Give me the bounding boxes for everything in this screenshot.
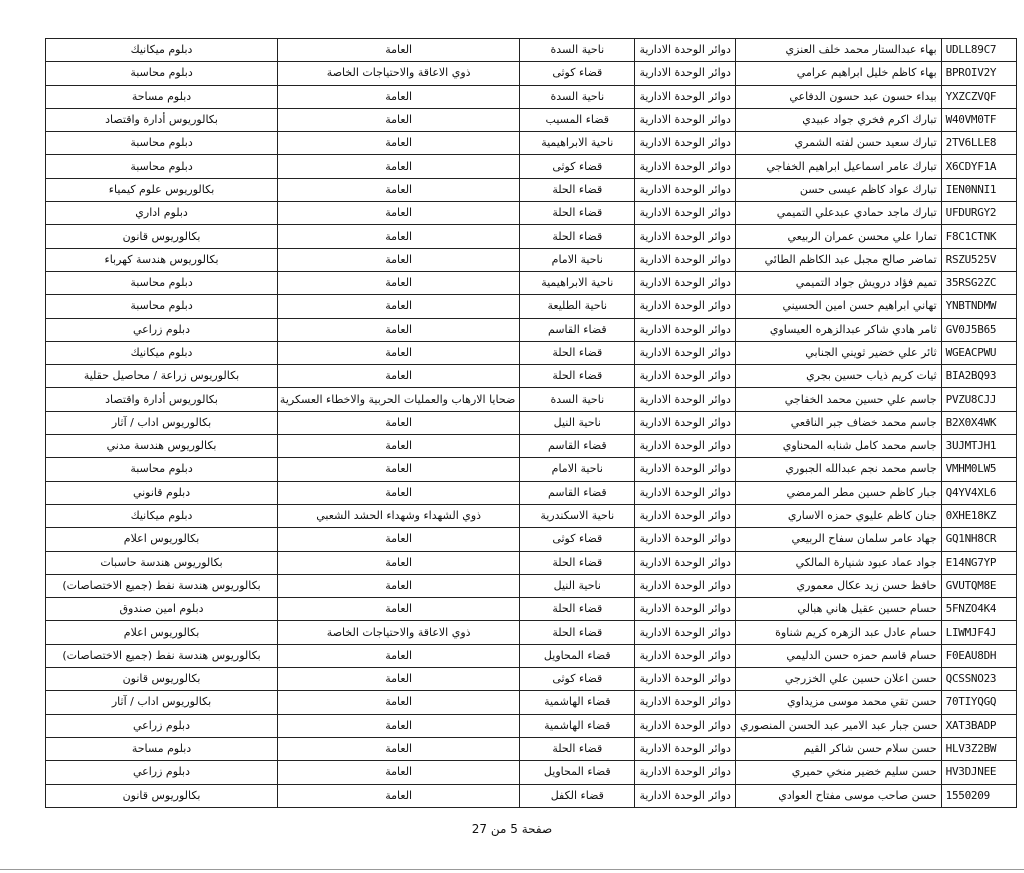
cell-name: جاسم علي حسين محمد الخفاجي [736, 388, 942, 411]
cell-education: دبلوم ميكانيك [46, 341, 278, 364]
cell-category: العامة [278, 737, 520, 760]
cell-area: ناحية السدة [520, 39, 635, 62]
cell-area: قضاء الكفل [520, 784, 635, 807]
cell-code: 35RSG2ZC [941, 271, 1016, 294]
cell-department: دوائر الوحدة الادارية [635, 132, 736, 155]
cell-category: العامة [278, 178, 520, 201]
cell-name: تبارك ماجد حمادي عبدعلي التميمي [736, 202, 942, 225]
cell-area: قضاء الحلة [520, 178, 635, 201]
cell-education: دبلوم مساحة [46, 737, 278, 760]
cell-category: العامة [278, 341, 520, 364]
cell-area: قضاء كوثى [520, 668, 635, 691]
cell-name: تبارك سعيد حسن لفته الشمري [736, 132, 942, 155]
table-row [46, 295, 1017, 318]
cell-area: قضاء الهاشمية [520, 691, 635, 714]
cell-department: دوائر الوحدة الادارية [635, 714, 736, 737]
cell-category: العامة [278, 132, 520, 155]
cell-area: قضاء الحلة [520, 737, 635, 760]
cell-area: قضاء المحاويل [520, 761, 635, 784]
cell-department: دوائر الوحدة الادارية [635, 62, 736, 85]
cell-education: دبلوم امين صندوق [46, 598, 278, 621]
cell-department: دوائر الوحدة الادارية [635, 784, 736, 807]
cell-name: جواد عماد عبود شنيارة المالكي [736, 551, 942, 574]
table-row [46, 574, 1017, 597]
cell-category: العامة [278, 39, 520, 62]
cell-area: ناحية الطليعة [520, 295, 635, 318]
cell-category: ذوي الاعاقة والاحتياجات الخاصة [278, 621, 520, 644]
cell-education: دبلوم محاسبة [46, 155, 278, 178]
cell-department: دوائر الوحدة الادارية [635, 108, 736, 131]
cell-education: دبلوم محاسبة [46, 62, 278, 85]
cell-name: جاسم محمد نجم عبدالله الجبوري [736, 458, 942, 481]
cell-area: ناحية السدة [520, 388, 635, 411]
cell-name: تبارك اكرم فخري جواد عبيدي [736, 108, 942, 131]
cell-education: دبلوم ميكانيك [46, 39, 278, 62]
cell-category: العامة [278, 551, 520, 574]
cell-category: العامة [278, 574, 520, 597]
cell-name: ثائر علي خضير ثويني الجنابي [736, 341, 942, 364]
cell-category: العامة [278, 318, 520, 341]
cell-code: PVZU8CJJ [941, 388, 1016, 411]
cell-category: العامة [278, 598, 520, 621]
table-row [46, 108, 1017, 131]
cell-department: دوائر الوحدة الادارية [635, 761, 736, 784]
cell-name: حسام حسين عقيل هاني هبالي [736, 598, 942, 621]
cell-department: دوائر الوحدة الادارية [635, 388, 736, 411]
cell-name: بهاء عبدالستار محمد خلف العنزي [736, 39, 942, 62]
cell-area: ناحية النيل [520, 574, 635, 597]
cell-code: 2TV6LLE8 [941, 132, 1016, 155]
table-row [46, 528, 1017, 551]
table-row [46, 458, 1017, 481]
cell-code: BIA2BQ93 [941, 365, 1016, 388]
table-row [46, 248, 1017, 271]
cell-education: بكالوريوس هندسة نفط (جميع الاختصاصات) [46, 574, 278, 597]
cell-department: دوائر الوحدة الادارية [635, 39, 736, 62]
table-row [46, 225, 1017, 248]
cell-area: ناحية السدة [520, 85, 635, 108]
table-row [46, 691, 1017, 714]
cell-education: دبلوم محاسبة [46, 295, 278, 318]
table-row [46, 39, 1017, 62]
cell-education: دبلوم قانوني [46, 481, 278, 504]
cell-area: قضاء الحلة [520, 225, 635, 248]
table-row [46, 551, 1017, 574]
cell-area: قضاء الحلة [520, 621, 635, 644]
cell-code: VMHM0LW5 [941, 458, 1016, 481]
cell-code: UDLL89C7 [941, 39, 1016, 62]
cell-code: 5FNZO4K4 [941, 598, 1016, 621]
cell-category: العامة [278, 108, 520, 131]
cell-category: العامة [278, 481, 520, 504]
cell-name: ثامر هادي شاكر عبدالزهره العيساوي [736, 318, 942, 341]
table-row [46, 318, 1017, 341]
cell-code: F0EAU8DH [941, 644, 1016, 667]
cell-area: ناحية الابراهيمية [520, 132, 635, 155]
table-row [46, 435, 1017, 458]
cell-code: E14NG7YP [941, 551, 1016, 574]
cell-category: العامة [278, 528, 520, 551]
cell-department: دوائر الوحدة الادارية [635, 365, 736, 388]
cell-department: دوائر الوحدة الادارية [635, 85, 736, 108]
cell-department: دوائر الوحدة الادارية [635, 411, 736, 434]
cell-code: X6CDYF1A [941, 155, 1016, 178]
cell-category: العامة [278, 784, 520, 807]
cell-name: تهاني ابراهيم حسن امين الحسيني [736, 295, 942, 318]
cell-education: بكالوريوس أدارة واقتصاد [46, 388, 278, 411]
cell-code: YXZCZVQF [941, 85, 1016, 108]
cell-category: العامة [278, 271, 520, 294]
cell-name: حسن جبار عبد الامير عبد الحسن المنصوري [736, 714, 942, 737]
cell-name: جاسم محمد خضاف جبر الناقعي [736, 411, 942, 434]
cell-area: قضاء القاسم [520, 481, 635, 504]
cell-education: دبلوم اداري [46, 202, 278, 225]
table-row [46, 668, 1017, 691]
table-row [46, 481, 1017, 504]
table-row [46, 178, 1017, 201]
cell-area: قضاء كوثى [520, 62, 635, 85]
cell-area: قضاء الحلة [520, 598, 635, 621]
cell-category: العامة [278, 225, 520, 248]
cell-name: حسن تقي محمد موسى مزيداوي [736, 691, 942, 714]
cell-code: HLV3Z2BW [941, 737, 1016, 760]
cell-name: بهاء كاظم خليل ابراهيم عرامي [736, 62, 942, 85]
cell-department: دوائر الوحدة الادارية [635, 318, 736, 341]
cell-name: تمارا علي محسن عمران الربيعي [736, 225, 942, 248]
cell-education: بكالوريوس أدارة واقتصاد [46, 108, 278, 131]
cell-category: العامة [278, 668, 520, 691]
cell-code: LIWMJF4J [941, 621, 1016, 644]
cell-area: قضاء المسيب [520, 108, 635, 131]
table-row [46, 621, 1017, 644]
cell-name: تماضر صالح مجبل عبد الكاظم الطائي [736, 248, 942, 271]
cell-code: 3UJMTJH1 [941, 435, 1016, 458]
cell-department: دوائر الوحدة الادارية [635, 295, 736, 318]
cell-name: ثيات كريم ذياب حسين بجري [736, 365, 942, 388]
cell-department: دوائر الوحدة الادارية [635, 621, 736, 644]
cell-department: دوائر الوحدة الادارية [635, 551, 736, 574]
cell-code: W40VM0TF [941, 108, 1016, 131]
cell-department: دوائر الوحدة الادارية [635, 271, 736, 294]
table-row [46, 598, 1017, 621]
cell-code: GVUTQM8E [941, 574, 1016, 597]
cell-education: بكالوريوس هندسة مدني [46, 435, 278, 458]
cell-category: العامة [278, 155, 520, 178]
table-row [46, 85, 1017, 108]
cell-area: قضاء المحاويل [520, 644, 635, 667]
cell-education: بكالوريوس اداب / آثار [46, 691, 278, 714]
cell-area: قضاء كوثى [520, 155, 635, 178]
cell-code: GV0J5B65 [941, 318, 1016, 341]
cell-education: دبلوم ميكانيك [46, 504, 278, 527]
cell-code: 70TIYQGQ [941, 691, 1016, 714]
table-row [46, 365, 1017, 388]
cell-name: حافظ حسن زيد عكال معموري [736, 574, 942, 597]
cell-department: دوائر الوحدة الادارية [635, 458, 736, 481]
cell-name: جبار كاظم حسين مطر المرمضي [736, 481, 942, 504]
cell-department: دوائر الوحدة الادارية [635, 528, 736, 551]
table-row [46, 271, 1017, 294]
cell-education: دبلوم محاسبة [46, 458, 278, 481]
cell-department: دوائر الوحدة الادارية [635, 225, 736, 248]
cell-education: بكالوريوس هندسة كهرباء [46, 248, 278, 271]
cell-area: قضاء الهاشمية [520, 714, 635, 737]
cell-department: دوائر الوحدة الادارية [635, 155, 736, 178]
table-row [46, 714, 1017, 737]
cell-name: جهاد عامر سلمان سفاح الربيعي [736, 528, 942, 551]
cell-code: 0XHE18KZ [941, 504, 1016, 527]
cell-education: بكالوريوس علوم كيمياء [46, 178, 278, 201]
cell-department: دوائر الوحدة الادارية [635, 202, 736, 225]
cell-education: بكالوريوس اعلام [46, 528, 278, 551]
cell-name: حسن سليم خضير منخي حميري [736, 761, 942, 784]
cell-code: UFDURGY2 [941, 202, 1016, 225]
cell-code: XAT3BADP [941, 714, 1016, 737]
cell-name: تبارك عامر اسماعيل ابراهيم الخفاجي [736, 155, 942, 178]
results-table [45, 38, 1017, 808]
table-row [46, 155, 1017, 178]
cell-code: YNBTNDMW [941, 295, 1016, 318]
cell-education: دبلوم محاسبة [46, 132, 278, 155]
cell-area: ناحية النيل [520, 411, 635, 434]
table-row [46, 388, 1017, 411]
cell-department: دوائر الوحدة الادارية [635, 481, 736, 504]
cell-area: ناحية الاسكندرية [520, 504, 635, 527]
cell-area: ناحية الابراهيمية [520, 271, 635, 294]
table-row [46, 761, 1017, 784]
cell-category: العامة [278, 248, 520, 271]
cell-area: قضاء القاسم [520, 435, 635, 458]
cell-code: BPROIV2Y [941, 62, 1016, 85]
cell-education: دبلوم زراعي [46, 761, 278, 784]
cell-code: 1550209 [941, 784, 1016, 807]
page-bottom-divider [0, 869, 1024, 870]
table-row [46, 132, 1017, 155]
cell-department: دوائر الوحدة الادارية [635, 341, 736, 364]
cell-department: دوائر الوحدة الادارية [635, 178, 736, 201]
table-row [46, 644, 1017, 667]
cell-area: قضاء الحلة [520, 551, 635, 574]
cell-area: قضاء الحلة [520, 365, 635, 388]
cell-education: بكالوريوس اداب / آثار [46, 411, 278, 434]
cell-education: دبلوم مساحة [46, 85, 278, 108]
cell-area: قضاء الحلة [520, 341, 635, 364]
cell-category: العامة [278, 202, 520, 225]
cell-department: دوائر الوحدة الادارية [635, 598, 736, 621]
cell-category: العامة [278, 435, 520, 458]
cell-department: دوائر الوحدة الادارية [635, 574, 736, 597]
cell-name: حسن سلام حسن شاكر القيم [736, 737, 942, 760]
cell-area: ناحية الامام [520, 458, 635, 481]
table-row [46, 504, 1017, 527]
cell-education: دبلوم محاسبة [46, 271, 278, 294]
cell-category: العامة [278, 644, 520, 667]
cell-category: العامة [278, 411, 520, 434]
table-row [46, 784, 1017, 807]
cell-education: بكالوريوس هندسة حاسبات [46, 551, 278, 574]
table-row [46, 411, 1017, 434]
table-row [46, 737, 1017, 760]
cell-category: العامة [278, 365, 520, 388]
cell-department: دوائر الوحدة الادارية [635, 644, 736, 667]
cell-name: حسام قاسم حمزه حسن الدليمي [736, 644, 942, 667]
cell-name: تبارك عواد كاظم عيسى حسن [736, 178, 942, 201]
cell-category: العامة [278, 458, 520, 481]
cell-name: حسام عادل عبد الزهره كريم شناوة [736, 621, 942, 644]
table-row [46, 62, 1017, 85]
cell-name: تميم فؤاد درويش جواد التميمي [736, 271, 942, 294]
cell-department: دوائر الوحدة الادارية [635, 248, 736, 271]
cell-education: بكالوريوس هندسة نفط (جميع الاختصاصات) [46, 644, 278, 667]
cell-category: ضحايا الارهاب والعمليات الحربية والاخطاء العسكرية [278, 388, 520, 411]
cell-department: دوائر الوحدة الادارية [635, 691, 736, 714]
cell-area: قضاء الحلة [520, 202, 635, 225]
cell-name: حسن اعلان حسين علي الخزرجي [736, 668, 942, 691]
cell-code: Q4YV4XL6 [941, 481, 1016, 504]
cell-department: دوائر الوحدة الادارية [635, 504, 736, 527]
cell-department: دوائر الوحدة الادارية [635, 435, 736, 458]
cell-category: العامة [278, 714, 520, 737]
cell-education: بكالوريوس قانون [46, 668, 278, 691]
cell-education: بكالوريوس زراعة / محاصيل حقلية [46, 365, 278, 388]
cell-category: ذوي الشهداء وشهداء الحشد الشعبي [278, 504, 520, 527]
cell-code: WGEACPWU [941, 341, 1016, 364]
cell-category: العامة [278, 691, 520, 714]
cell-code: F8C1CTNK [941, 225, 1016, 248]
table-row [46, 202, 1017, 225]
cell-education: دبلوم زراعي [46, 318, 278, 341]
cell-code: HV3DJNEE [941, 761, 1016, 784]
cell-code: B2X0X4WK [941, 411, 1016, 434]
cell-code: IEN0NNI1 [941, 178, 1016, 201]
cell-category: العامة [278, 761, 520, 784]
cell-education: بكالوريوس اعلام [46, 621, 278, 644]
cell-code: GQ1NH8CR [941, 528, 1016, 551]
cell-name: حسن صاحب موسى مفتاح العوادي [736, 784, 942, 807]
cell-education: دبلوم زراعي [46, 714, 278, 737]
cell-name: جاسم محمد كامل شنابه المحناوي [736, 435, 942, 458]
cell-code: QCSSNO23 [941, 668, 1016, 691]
cell-area: قضاء كوثى [520, 528, 635, 551]
cell-area: قضاء القاسم [520, 318, 635, 341]
cell-education: بكالوريوس قانون [46, 225, 278, 248]
cell-code: RSZU525V [941, 248, 1016, 271]
cell-education: بكالوريوس قانون [46, 784, 278, 807]
cell-category: العامة [278, 85, 520, 108]
cell-department: دوائر الوحدة الادارية [635, 737, 736, 760]
cell-name: جنان كاظم عليوي حمزه الاساري [736, 504, 942, 527]
cell-area: ناحية الامام [520, 248, 635, 271]
cell-name: بيداء حسون عبد حسون الدفاعي [736, 85, 942, 108]
cell-category: ذوي الاعاقة والاحتياجات الخاصة [278, 62, 520, 85]
page-number: صفحة 5 من 27 [471, 822, 553, 836]
table-row [46, 341, 1017, 364]
cell-department: دوائر الوحدة الادارية [635, 668, 736, 691]
cell-category: العامة [278, 295, 520, 318]
